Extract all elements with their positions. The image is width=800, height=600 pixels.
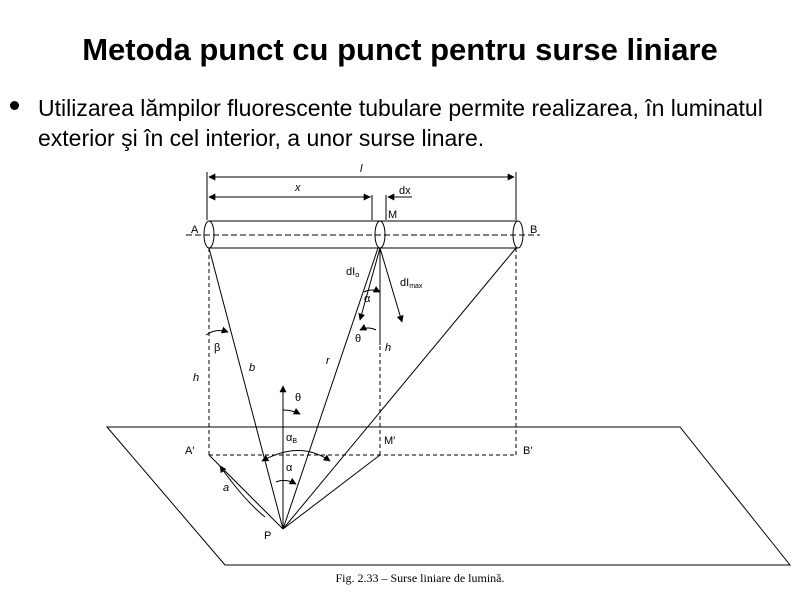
angle-arcs [206,290,380,517]
label-b-end: B [530,224,538,236]
label-x: x [295,182,301,194]
rays-to-point-p [209,248,516,529]
label-alpha-bottom: α [286,462,293,474]
label-theta-top: θ [355,333,362,345]
label-b-prime: B′ [523,445,533,457]
label-dx: dx [399,185,411,197]
label-m: M [388,209,398,221]
label-h-right: h [385,342,392,354]
label-a-prime: A′ [185,445,195,457]
label-b-ray: b [249,362,256,374]
label-di-max: dImax [400,277,423,290]
slide-title: Metoda punct cu punct pentru surse liniare [82,32,718,67]
label-r: r [326,355,330,367]
bullet-text: Utilizarea lămpilor fluorescente tubulare permite realizarea, în luminatul exterior şi în cel interior, a unor surse linare. [38,95,763,151]
label-h-left: h [193,372,200,384]
label-di-alpha: dIα [346,266,360,279]
label-theta-mid: θ [295,392,302,404]
dimension-lines [207,172,516,220]
label-alpha-b: αB [286,432,298,445]
label-a-distance: a [223,482,230,494]
label-m-prime: M′ [384,435,396,447]
figure-caption: Fig. 2.33 – Surse liniare de lumină. [335,571,505,585]
fluorescent-tube [186,221,540,248]
label-alpha-top: α [364,293,371,305]
label-l: l [360,163,363,175]
label-beta: β [214,342,221,354]
label-p: P [264,530,272,542]
label-a-end: A [191,224,199,236]
